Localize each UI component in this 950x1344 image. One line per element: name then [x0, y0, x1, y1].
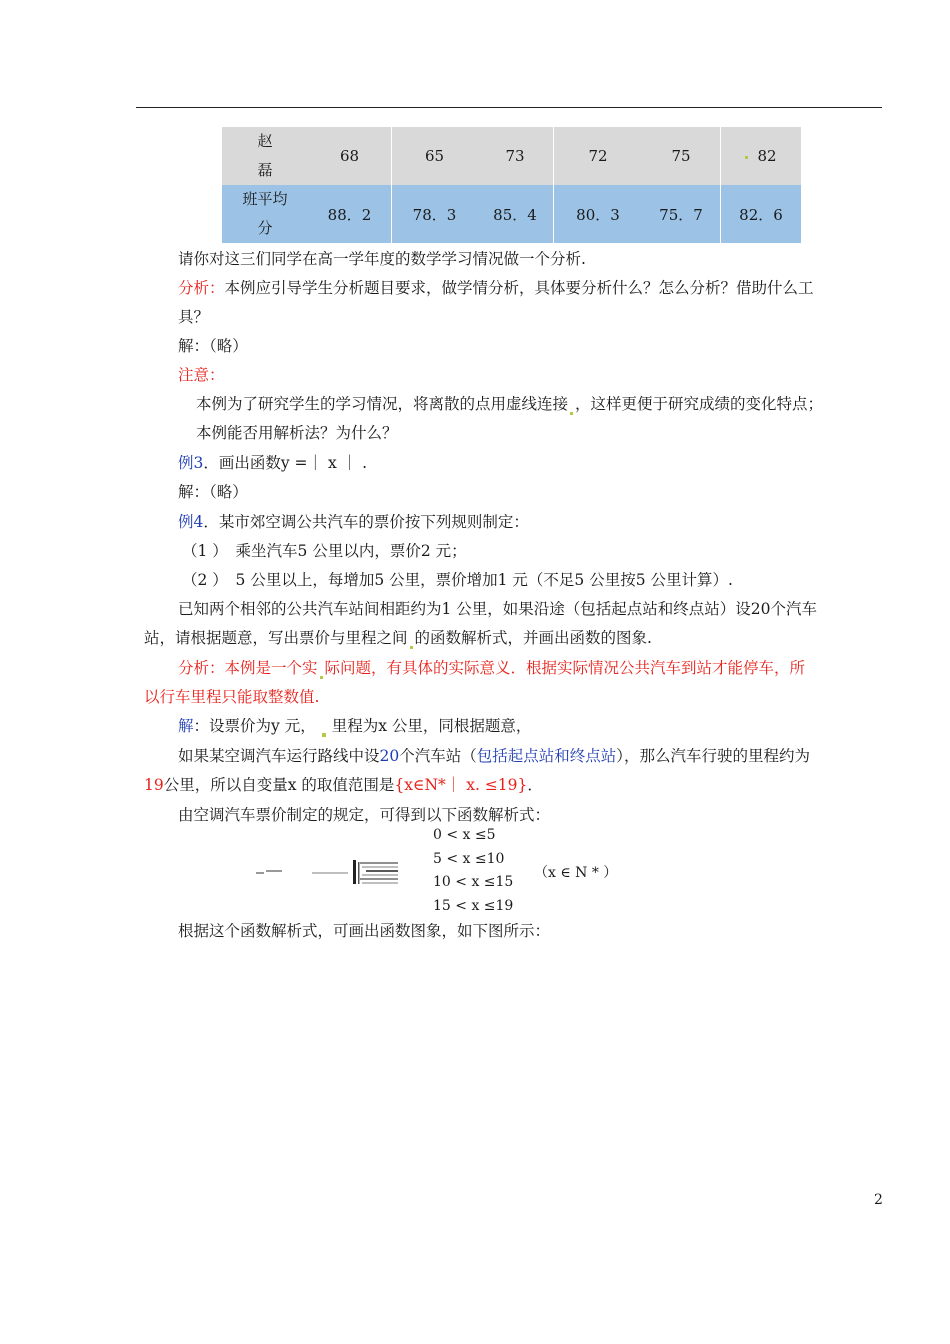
example-4: 例4．某市郊空调公共汽车的票价按下列规则制定：	[178, 513, 529, 531]
table-cell: 82．6	[721, 185, 802, 243]
analysis-line: 具？	[178, 308, 210, 326]
case-line: 15 < x ≤19	[433, 897, 514, 914]
mark-dot	[570, 412, 573, 415]
solution-text: 解：（略）	[178, 483, 248, 501]
table-cell: 78．3	[392, 185, 478, 243]
table-cell: 65	[392, 127, 478, 185]
table-row	[222, 185, 801, 243]
rule-1: （1 ） 乘坐汽车5 公里以内，票价2 元；	[182, 542, 467, 560]
table-cell: 85．4	[477, 185, 554, 243]
problem-line: 站，请根据题意，写出票价与里程之间 的函数解析式，并画出函数的图象.	[144, 629, 652, 647]
table-cell: 82	[721, 127, 802, 185]
note-label: 注意：	[178, 366, 225, 384]
note-line: 本例能否用解析法？为什么？	[196, 424, 398, 442]
problem-line: 已知两个相邻的公共汽车站间相距约为1 公里，如果沿途（包括起点站和终点站）设20个汽车	[178, 600, 818, 618]
analysis-line: 分析：本例应引导学生分析题目要求，做学情分析，具体要分析什么？怎么分析？借助什么工	[178, 279, 814, 297]
table-row	[222, 127, 801, 185]
mark-dot	[410, 646, 413, 649]
solution-4: 解：设票价为y 元， 里程为x 公里，同根据题意，	[178, 717, 532, 735]
example-3: 例3．画出函数y =｜ x ｜ .	[178, 454, 367, 472]
rule-2: （2 ） 5 公里以上，每增加5 公里，票价增加1 元（不足5 公里按5 公里计算）.	[182, 571, 733, 589]
solution-line: 由空调汽车票价制定的规定，可得到以下函数解析式：	[178, 806, 551, 824]
case-line: 10 < x ≤15	[433, 874, 514, 890]
solution-text: 解：（略）	[178, 337, 248, 355]
table-cell: 80．3	[554, 185, 643, 243]
score-table	[222, 127, 801, 243]
header-rule	[136, 107, 882, 108]
table-cell: 88．2	[308, 185, 392, 243]
note-line: 本例为了研究学生的学习情况，将离散的点用虚线连接 ，这样更便于研究成绩的变化特点；	[196, 395, 824, 413]
question-text: 请你对这三们同学在高一学年度的数学学习情况做一个分析.	[178, 250, 586, 268]
case-line: 5 < x ≤10	[433, 850, 505, 867]
formula-fragment-icon	[256, 856, 406, 886]
table-cell: 68	[308, 127, 392, 185]
table-cell: 75	[642, 127, 721, 185]
table-cell: 75．7	[642, 185, 721, 243]
analysis-2-line: 以行车里程只能取整数值.	[144, 688, 320, 706]
solution-line: 19公里，所以自变量x 的取值范围是{x∈N*｜ x. ≤19}．	[144, 776, 543, 794]
mark-dot	[322, 733, 326, 737]
analysis-2-line: 分析：本例是一个实 际问题，有具体的实际意义．根据实际情况公共汽车到站才能停车，所	[178, 659, 806, 677]
mark-dot	[320, 676, 323, 679]
table-cell: 73	[477, 127, 554, 185]
row-name: 赵 磊	[222, 127, 308, 185]
domain-note: （x ∈ N * ）	[534, 865, 618, 881]
page-number: 2	[874, 1192, 883, 1208]
mark-dot	[745, 156, 748, 159]
piecewise-cases	[433, 824, 513, 918]
case-line: 0 < x ≤5	[433, 827, 496, 843]
table-cell: 72	[554, 127, 643, 185]
closing-line: 根据这个函数解析式，可画出函数图象，如下图所示：	[178, 922, 551, 940]
row-name: 班平均 分	[222, 185, 308, 243]
solution-line: 如果某空调汽车运行路线中设20个汽车站（包括起点站和终点站），那么汽车行驶的里程约为	[178, 747, 811, 765]
